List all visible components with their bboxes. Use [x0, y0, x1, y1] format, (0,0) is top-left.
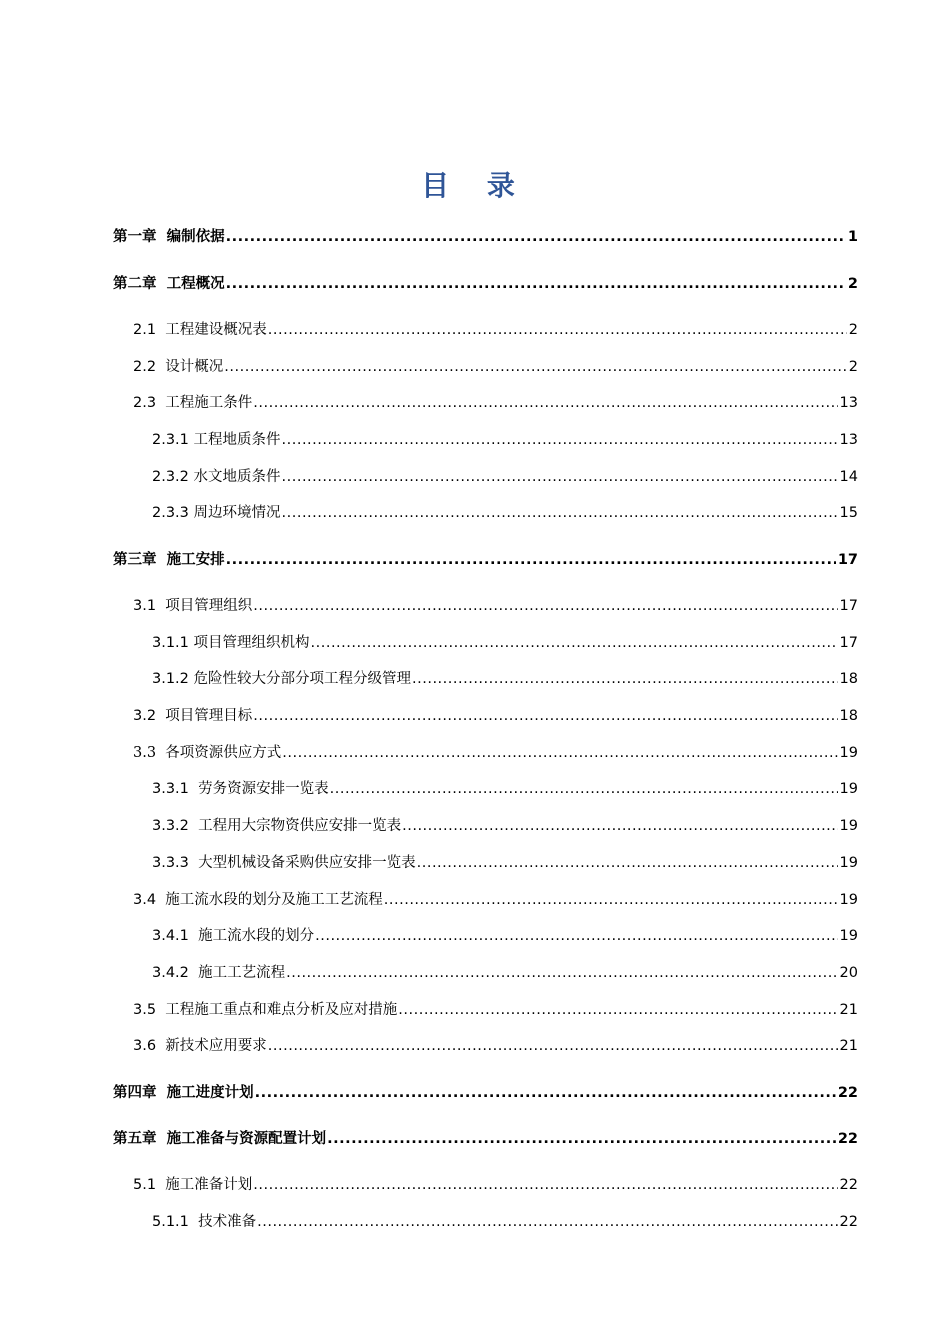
dot-leader — [253, 705, 837, 727]
toc-entry-3-1[interactable] — [133, 595, 858, 617]
toc-entry-page: 19 — [839, 781, 858, 797]
dot-leader — [412, 668, 838, 690]
dot-leader — [282, 429, 838, 451]
dot-leader — [384, 889, 838, 911]
dot-leader — [268, 319, 847, 341]
toc-entry-page: 22 — [839, 1214, 858, 1230]
toc-entry-5-1-1[interactable] — [152, 1211, 858, 1233]
toc-entry-page: 18 — [839, 671, 858, 687]
dot-leader — [226, 226, 846, 248]
toc-entry-page: 17 — [839, 598, 858, 614]
toc-entry-page: 19 — [839, 928, 858, 944]
toc-entry-page: 14 — [839, 469, 858, 485]
dot-leader — [398, 999, 837, 1021]
toc-entry-page: 22 — [837, 1131, 858, 1147]
toc-entry-page: 19 — [839, 818, 858, 834]
toc-entry-2-3[interactable] — [133, 392, 858, 414]
toc-entry-3-5[interactable] — [133, 999, 858, 1021]
dot-leader — [282, 466, 838, 488]
toc-entry-label: 3.5 工程施工重点和难点分析及应对措施 — [133, 1002, 398, 1018]
toc-entry-label: 3.4.2 施工工艺流程 — [152, 965, 286, 981]
toc-entry-3-4-1[interactable] — [152, 925, 858, 947]
toc-entry-page: 2 — [848, 322, 858, 338]
toc-entry-3-3[interactable] — [133, 742, 858, 764]
dot-leader — [253, 595, 837, 617]
toc-entry-2-1[interactable] — [133, 319, 858, 341]
toc-entry-page: 21 — [839, 1002, 858, 1018]
toc-entry-label: 2.2 设计概况 — [133, 359, 224, 375]
toc-entry-page: 15 — [839, 505, 858, 521]
toc-entry-label: 第一章 编制依据 — [113, 229, 225, 245]
toc-entry-3-4-2[interactable] — [152, 962, 858, 984]
toc-entry-2-3-2[interactable] — [152, 466, 858, 488]
dot-leader — [282, 742, 837, 764]
toc-entry-page: 22 — [839, 1177, 858, 1193]
toc-entry-2-2[interactable] — [133, 356, 858, 378]
toc-entry-page: 21 — [839, 1038, 858, 1054]
toc-entry-chapter-5[interactable] — [113, 1128, 858, 1150]
dot-leader — [226, 549, 836, 571]
toc-entry-label: 第四章 施工进度计划 — [113, 1085, 254, 1101]
toc-entry-label: 2.3 工程施工条件 — [133, 395, 253, 411]
dot-leader — [257, 1211, 837, 1233]
toc-entry-3-3-2[interactable] — [152, 815, 858, 837]
toc-entry-label: 3.6 新技术应用要求 — [133, 1038, 267, 1054]
dot-leader — [286, 962, 837, 984]
toc-entry-label: 2.3.2 水文地质条件 — [152, 469, 281, 485]
toc-entry-page: 17 — [839, 635, 858, 651]
toc-entry-label: 3.3.1 劳务资源安排一览表 — [152, 781, 329, 797]
toc-entry-label: 3.1 项目管理组织 — [133, 598, 253, 614]
toc-entry-label: 3.1.2 危险性较大分部分项工程分级管理 — [152, 671, 412, 687]
toc-entry-label: 2.1 工程建设概况表 — [133, 322, 267, 338]
dot-leader — [327, 1128, 836, 1150]
toc-entry-chapter-1[interactable] — [113, 226, 858, 248]
dot-leader — [253, 392, 837, 414]
toc-title: 目 录 — [421, 169, 529, 202]
dot-leader — [268, 1035, 838, 1057]
toc-entry-chapter-4[interactable] — [113, 1082, 858, 1104]
dot-leader — [255, 1082, 836, 1104]
toc-entry-3-4[interactable] — [133, 889, 858, 911]
toc-entry-page: 19 — [839, 855, 858, 871]
toc-entry-label: 3.3.3 大型机械设备采购供应安排一览表 — [152, 855, 416, 871]
toc-entry-label: 第三章 施工安排 — [113, 552, 225, 568]
toc-entry-page: 20 — [839, 965, 858, 981]
toc-entry-3-2[interactable] — [133, 705, 858, 727]
toc-entry-3-1-2[interactable] — [152, 668, 858, 690]
toc-entry-label: 3.2 项目管理目标 — [133, 708, 253, 724]
dot-leader — [311, 632, 838, 654]
toc-entry-page: 19 — [839, 892, 858, 908]
toc-entry-3-3-1[interactable] — [152, 778, 858, 800]
toc-entry-label: 2.3.3 周边环境情况 — [152, 505, 281, 521]
toc-entry-page: 2 — [848, 359, 858, 375]
toc-entry-page: 17 — [837, 552, 858, 568]
toc-entry-2-3-3[interactable] — [152, 502, 858, 524]
toc-entry-label: 3.3.2 工程用大宗物资供应安排一览表 — [152, 818, 402, 834]
toc-entry-5-1[interactable] — [133, 1174, 858, 1196]
toc-entry-page: 22 — [837, 1085, 858, 1101]
toc-entry-label: 3.4 施工流水段的划分及施工工艺流程 — [133, 892, 383, 908]
toc-entry-label: 2.3.1 工程地质条件 — [152, 432, 281, 448]
toc-entry-3-1-1[interactable] — [152, 632, 858, 654]
toc-entry-page: 13 — [839, 395, 858, 411]
dot-leader — [402, 815, 837, 837]
dot-leader — [315, 925, 837, 947]
toc-entry-page: 18 — [839, 708, 858, 724]
toc-entry-label: 3.1.1 项目管理组织机构 — [152, 635, 310, 651]
toc-entry-label: 5.1 施工准备计划 — [133, 1177, 253, 1193]
toc-entry-page: 19 — [839, 745, 858, 761]
dot-leader — [224, 356, 846, 378]
toc-entry-page: 1 — [847, 229, 858, 245]
dot-leader — [330, 778, 838, 800]
dot-leader — [253, 1174, 837, 1196]
toc-entry-3-6[interactable] — [133, 1035, 858, 1057]
toc-entry-label: 第二章 工程概况 — [113, 276, 225, 292]
toc-entry-2-3-1[interactable] — [152, 429, 858, 451]
toc-entry-3-3-3[interactable] — [152, 852, 858, 874]
toc-entry-label: 第五章 施工准备与资源配置计划 — [113, 1131, 327, 1147]
toc-entry-label: 3.3 各项资源供应方式 — [133, 745, 282, 761]
dot-leader — [226, 273, 846, 295]
toc-entry-chapter-3[interactable] — [113, 549, 858, 571]
toc-entry-page: 2 — [847, 276, 858, 292]
toc-entry-label: 5.1.1 技术准备 — [152, 1214, 257, 1230]
dot-leader — [282, 502, 838, 524]
toc-entry-page: 13 — [839, 432, 858, 448]
dot-leader — [417, 852, 838, 874]
toc-entry-chapter-2[interactable] — [113, 273, 858, 295]
toc-entry-label: 3.4.1 施工流水段的划分 — [152, 928, 315, 944]
